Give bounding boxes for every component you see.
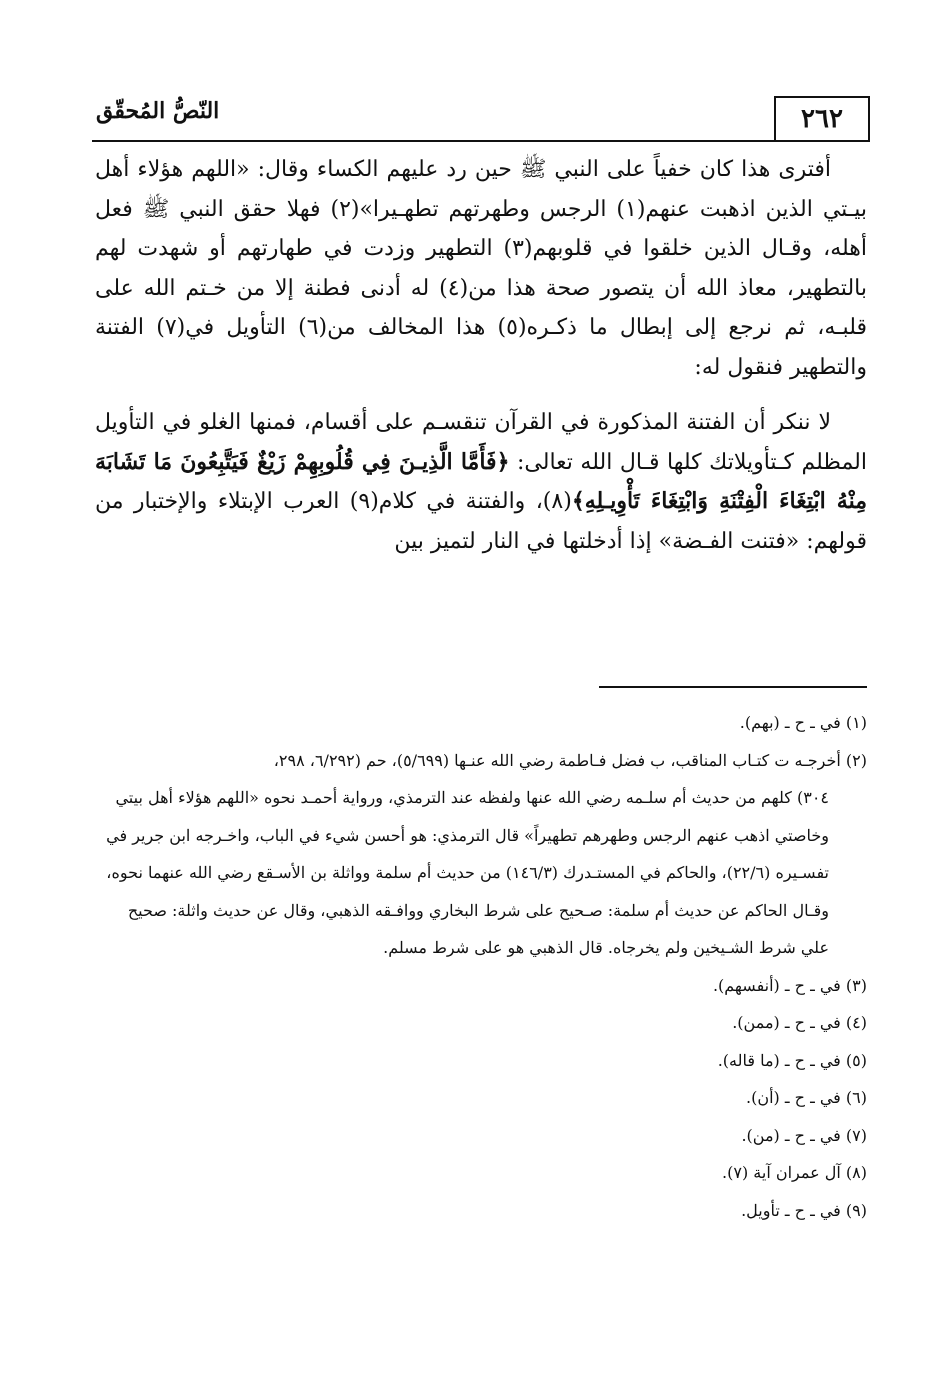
- main-text: [95, 150, 867, 561]
- footnote-9: (٩) في ـ ح ـ تأويل.: [741, 1200, 867, 1220]
- page-number: ٢٦٢: [774, 96, 870, 140]
- footnote-1: (١) في ـ ح ـ (بهم).: [739, 713, 867, 732]
- footnote-6: (٦) في ـ ح ـ (أن).: [746, 1088, 867, 1107]
- footnote-4: (٤) في ـ ح ـ (ممن).: [732, 1013, 867, 1032]
- footnote-3: (٣) في ـ ح ـ (أنفسهم).: [712, 975, 867, 995]
- footnote-2-line-1: (٢) أخرجـه ت كتـاب المناقب، ب فضل فـاطمة رضي الله عنـها (٥/٦٩٩)، حم (٦/٢٩٢، ٢٩٨،: [273, 750, 867, 770]
- footnote-2-continuation: ٣٠٤) كلهم من حديث أم سلـمه رضي الله عنها ولفظه عند الترمذي، ورواية أحمـد نحوه «اللهم هؤلاء أهل بيتي وخاصتي اذهب عنهم الرجس وطهرهم تطهيراً» قال الترمذي: هو أحسن شيء في الباب، واخـرجه ابن جرير في تفسـيره (٢٢/٦)، والحاكم في المستـدرك (١٤٦/٣) من حديث أم سلمة وواثلة بن الأسـقع رضي الله عنهما نحوه، وقـال الحاكم عن حديث أم سلمة: صـحيح على شرط البخاري ووافـقه الذهبي، وقال عن حديث واثلة: صحيح علي شرط الشـيخين ولم يخرجاه. قال الذهبي هو على شرط مسلم.: [106, 788, 829, 957]
- quran-verse: ﴿فَأَمَّا الَّذِيـنَ فِي قُلُوبِهِمْ زَيْغٌ فَيَتَّبِعُونَ مَا تَشَابَهَ مِنْهُ ابْتِغَاءَ الْفِتْنَةِ وَابْتِغَاءَ تَأْوِيـلِهِ﴾: [95, 448, 867, 514]
- paragraph-2-continuation: (٨)، والفتنة في كلام(٩) العرب الإبتلاء والإختبار من قولهم: «فتنت الفـضة» إذا أدخلتها في النار لتميز بين: [95, 489, 867, 554]
- paragraph-1: أفترى هذا كان خفياً على النبي ﷺ حين رد عليهم الكساء وقال: «اللهم هؤلاء أهل بيـتي الذين اذهبت عنهم(١) الرجس وطهرتهم تطهـيرا»(٢) فهلا حقق النبي ﷺ فعل أهله، وقـال الذين خلقوا في قلوبهم(٣) التطهير وزدت في طهارتهم أو شهدت لهم بالتطهير، معاذ الله أن يتصور صحة هذا من(٤) له أدنى فطنة إلا من خـتم الله على قلبـه، ثم نرجع إلى إبطال ما ذكـره(٥) هذا المخالف من(٦) التأويل في(٧) الفتنة والتطهير فنقول له:: [95, 157, 868, 380]
- footnote-5: (٥) في ـ ح ـ (ما قاله).: [717, 1050, 867, 1070]
- paragraph-2-intro: لا ننكر أن الفتنة المذكورة في القرآن تنقسـم على أقسام، فمنها الغلو في التأويل المظلم كـتأويلاتك كلها قـال الله تعالى:: [95, 410, 867, 475]
- footnote-7: (٧) في ـ ح ـ (من).: [741, 1125, 867, 1145]
- footnote-8: (٨) آل عمران آية (٧).: [722, 1163, 867, 1182]
- running-title: النّصُّ المُحقّق: [96, 98, 220, 124]
- footnotes: [95, 704, 867, 1229]
- footnote-divider: [599, 686, 867, 688]
- paragraph-2: [95, 403, 867, 561]
- page-header: [92, 88, 870, 142]
